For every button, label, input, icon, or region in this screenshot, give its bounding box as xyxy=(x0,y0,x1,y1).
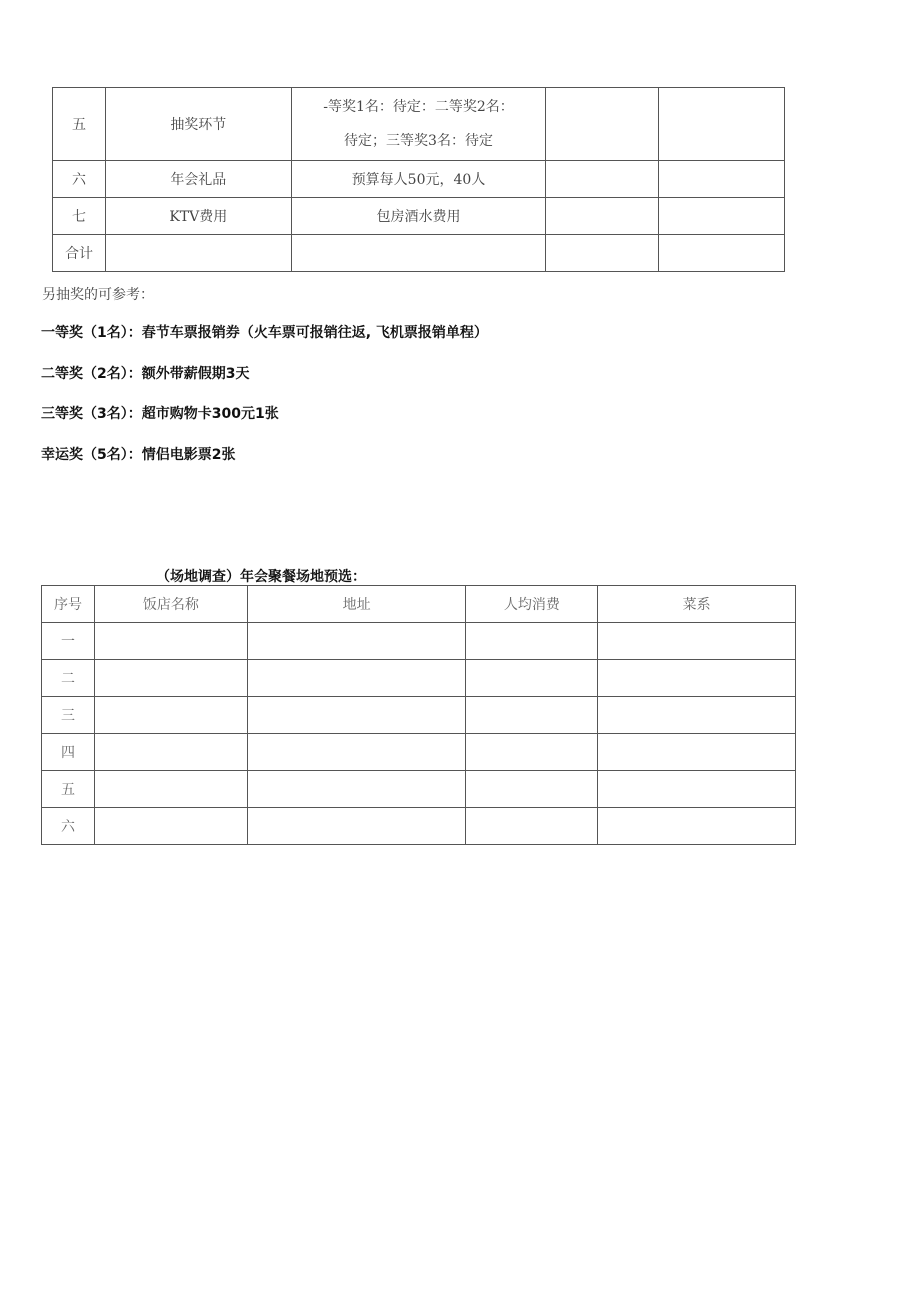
row-number: 二 xyxy=(42,660,95,697)
row-cell-5 xyxy=(659,235,785,272)
row-cell-5 xyxy=(659,88,785,161)
row-number: 一 xyxy=(42,623,95,660)
detail-line-2: 待定；三等奖3名：待定 xyxy=(344,133,493,149)
table-row xyxy=(42,660,796,697)
row-number: 六 xyxy=(42,808,95,845)
table-row xyxy=(42,808,796,845)
row-cell-4 xyxy=(546,161,659,198)
row-detail: 包房酒水费用 xyxy=(291,198,546,235)
prize-line-3: 三等奖（3名）：超市购物卡300元1张 xyxy=(41,406,279,422)
table-header-row xyxy=(42,586,796,623)
row-cell-4 xyxy=(546,88,659,161)
row-item: 抽奖环节 xyxy=(105,88,291,161)
table-row xyxy=(53,235,785,272)
budget-table xyxy=(52,87,785,272)
header-cuisine: 菜系 xyxy=(598,586,796,623)
row-number: 五 xyxy=(53,88,106,161)
table-row xyxy=(53,198,785,235)
row-detail xyxy=(291,88,546,161)
prize-line-2: 二等奖（2名）：额外带薪假期3天 xyxy=(41,366,250,382)
row-cell-5 xyxy=(659,198,785,235)
table-row xyxy=(42,771,796,808)
table-row xyxy=(53,88,785,161)
prize-line-1: 一等奖（1名）：春节车票报销券（火车票可报销往返, 飞机票报销单程） xyxy=(41,325,488,341)
header-per-capita: 人均消费 xyxy=(466,586,598,623)
table-row xyxy=(53,161,785,198)
row-detail: 预算每人50元，40人 xyxy=(291,161,546,198)
lottery-note: 另抽奖的可参考： xyxy=(42,287,154,303)
row-number: 五 xyxy=(42,771,95,808)
row-cell-4 xyxy=(546,198,659,235)
detail-line-1: -等奖1名：待定：二等奖2名： xyxy=(323,99,514,115)
row-number: 合计 xyxy=(53,235,106,272)
table-row xyxy=(42,697,796,734)
prize-line-4: 幸运奖（5名）：情侣电影票2张 xyxy=(41,447,236,463)
row-detail xyxy=(291,235,546,272)
header-address: 地址 xyxy=(247,586,466,623)
header-restaurant: 饭店名称 xyxy=(94,586,247,623)
table-row xyxy=(42,734,796,771)
row-cell-4 xyxy=(546,235,659,272)
header-number: 序号 xyxy=(42,586,95,623)
venue-table xyxy=(41,585,796,845)
row-cell-5 xyxy=(659,161,785,198)
row-item xyxy=(105,235,291,272)
row-number: 六 xyxy=(53,161,106,198)
venue-survey-title: （场地调查）年会聚餐场地预选： xyxy=(156,569,366,585)
row-item: KTV费用 xyxy=(105,198,291,235)
row-number: 四 xyxy=(42,734,95,771)
table-row xyxy=(42,623,796,660)
row-item: 年会礼品 xyxy=(105,161,291,198)
row-number: 三 xyxy=(42,697,95,734)
row-number: 七 xyxy=(53,198,106,235)
